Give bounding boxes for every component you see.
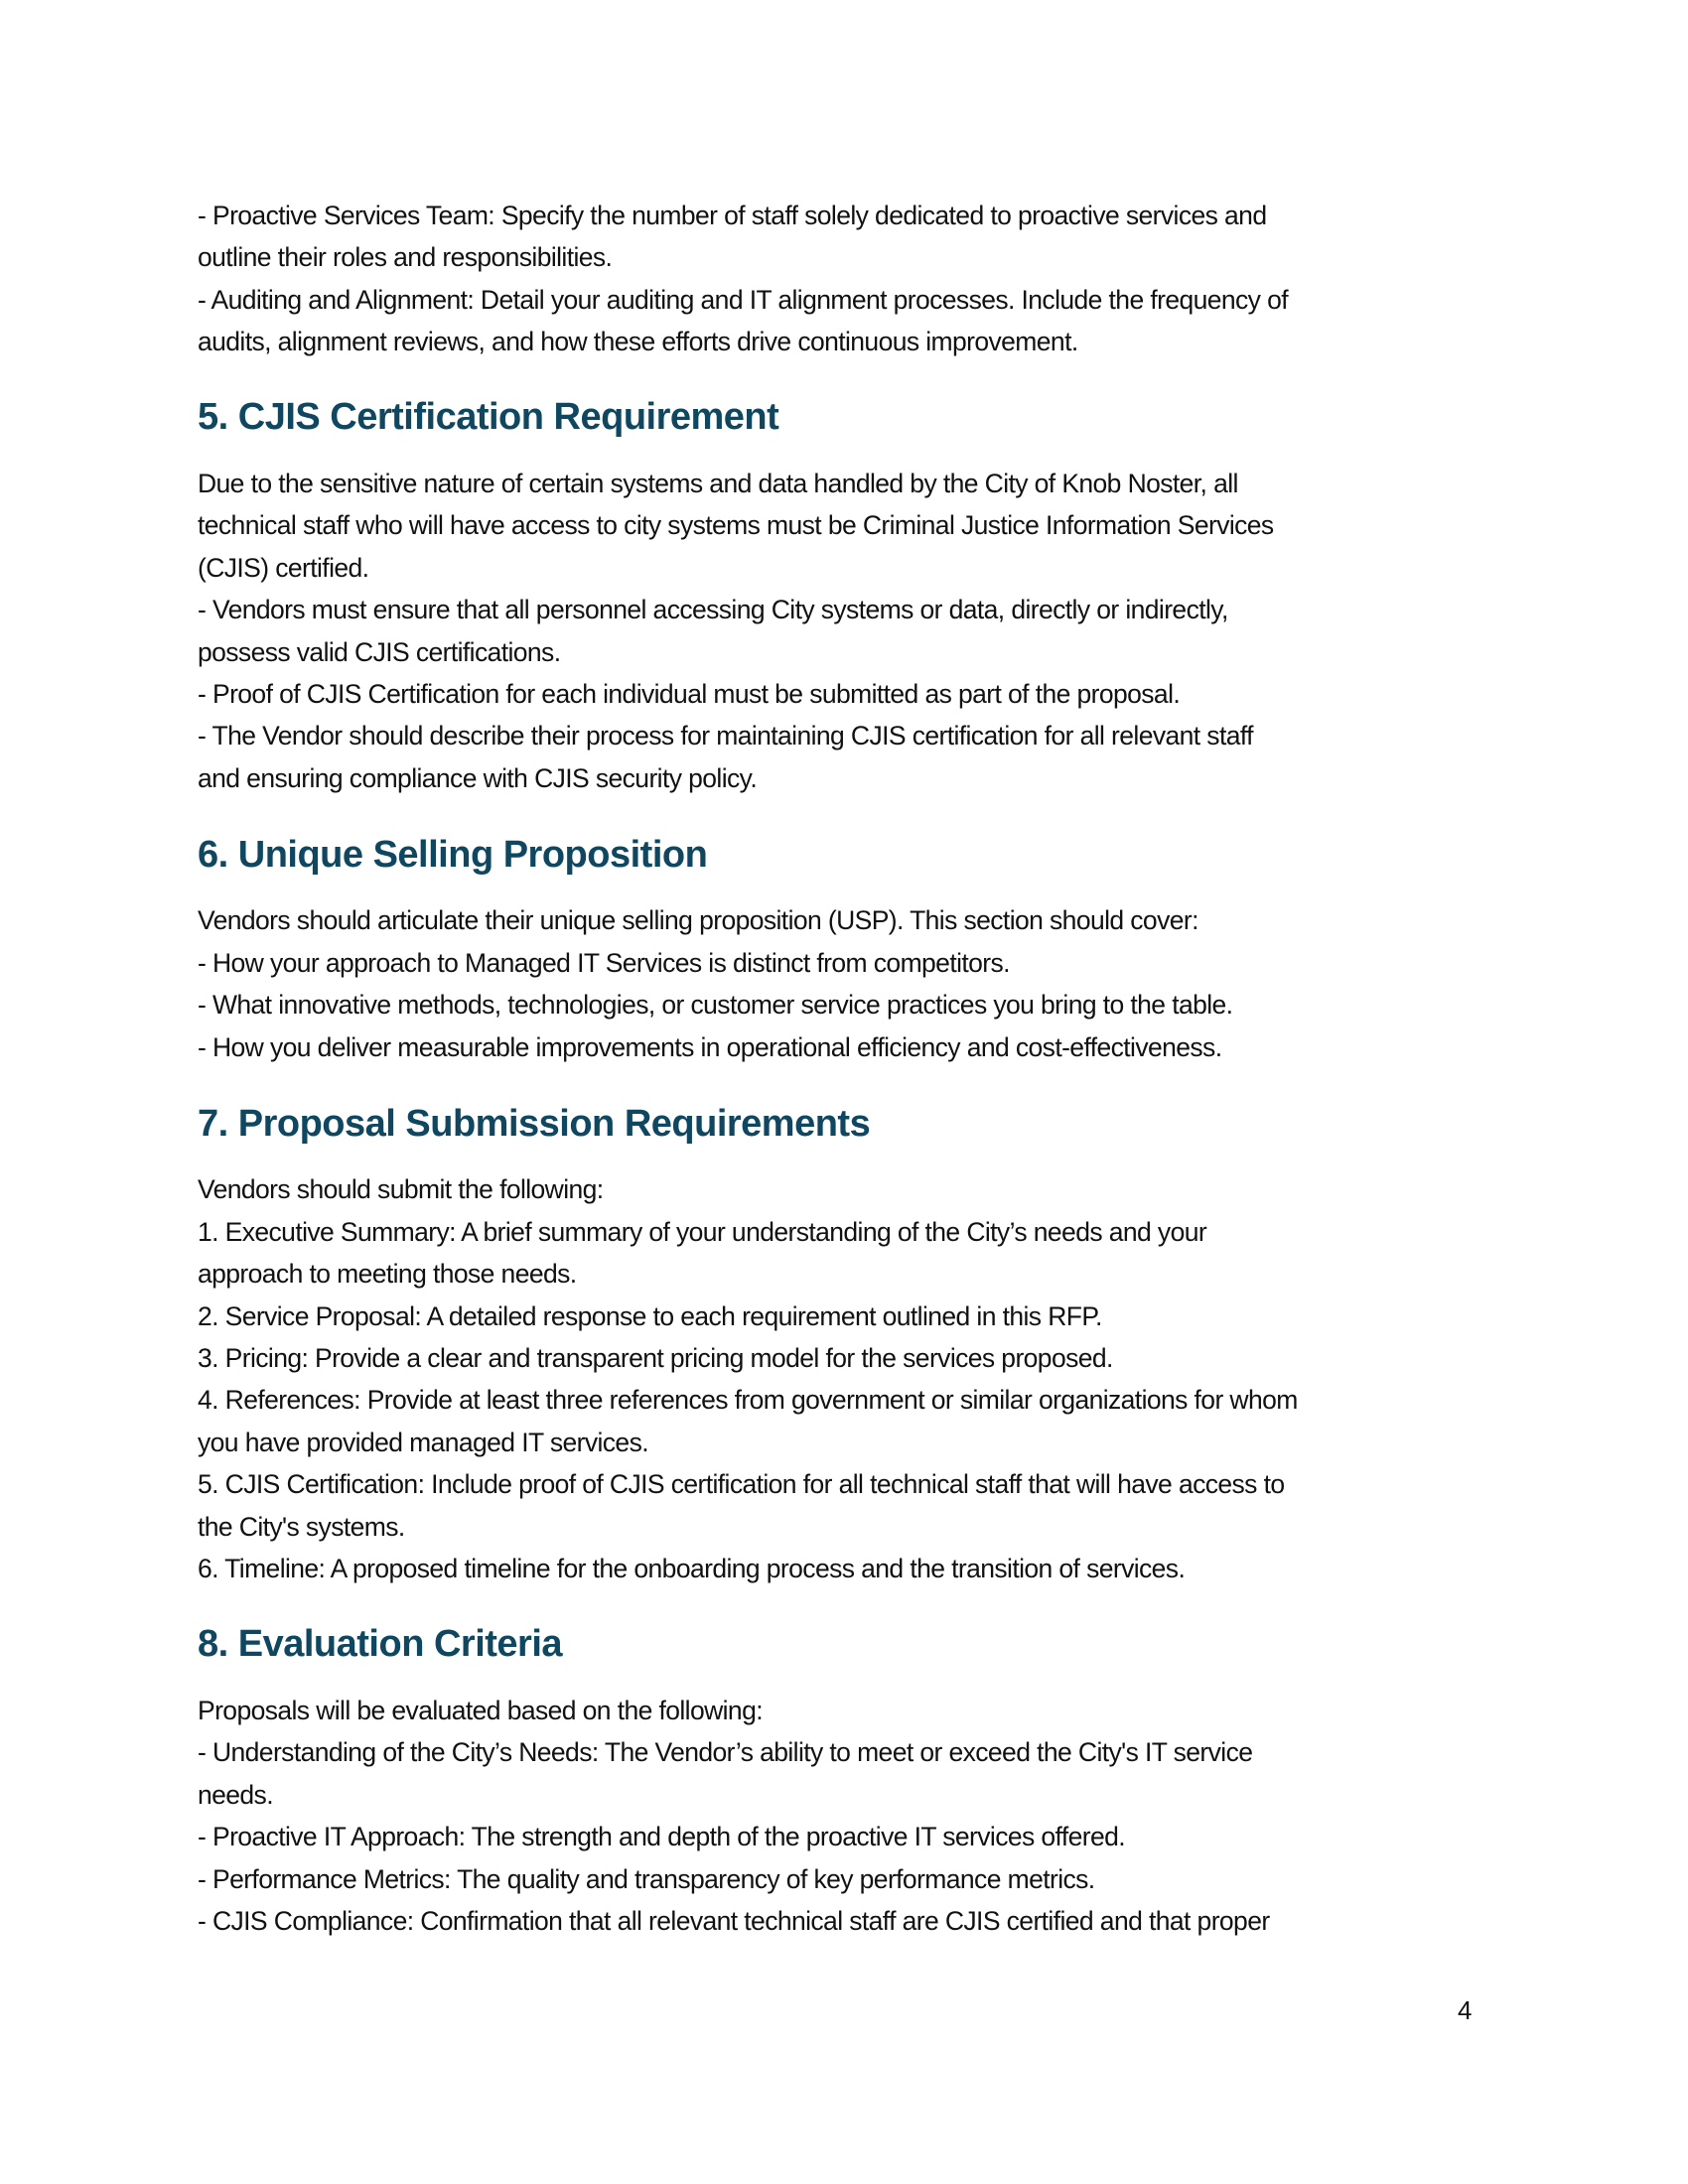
body-line: - The Vendor should describe their process for maintaining CJIS certification for all relevant staff bbox=[198, 721, 1253, 751]
body-line: - Proactive Services Team: Specify the number of staff solely dedicated to proactive services and bbox=[198, 201, 1267, 230]
page-number: 4 bbox=[1458, 1995, 1473, 2025]
section-heading-submission: 7. Proposal Submission Requirements bbox=[198, 1103, 871, 1145]
body-line: - How you deliver measurable improvements in operational efficiency and cost-effectiveness. bbox=[198, 1032, 1222, 1062]
body-line: 3. Pricing: Provide a clear and transparent pricing model for the services proposed. bbox=[198, 1343, 1113, 1373]
section-heading-usp: 6. Unique Selling Proposition bbox=[198, 834, 708, 876]
body-line: possess valid CJIS certifications. bbox=[198, 637, 561, 667]
body-line: technical staff who will have access to city systems must be Criminal Justice Information Services bbox=[198, 510, 1274, 540]
body-line: and ensuring compliance with CJIS security policy. bbox=[198, 763, 758, 793]
body-line: needs. bbox=[198, 1780, 273, 1810]
body-line: outline their roles and responsibilities. bbox=[198, 242, 613, 272]
body-line: 4. References: Provide at least three references from government or similar organizations for whom bbox=[198, 1385, 1298, 1415]
body-line: 5. CJIS Certification: Include proof of CJIS certification for all technical staff that will have access to bbox=[198, 1469, 1285, 1499]
body-line: 1. Executive Summary: A brief summary of your understanding of the City’s needs and your bbox=[198, 1217, 1207, 1247]
body-line: - Understanding of the City’s Needs: The Vendor’s ability to meet or exceed the City's IT service bbox=[198, 1737, 1253, 1767]
body-line: - Vendors must ensure that all personnel accessing City systems or data, directly or indirectly, bbox=[198, 595, 1228, 624]
body-line: the City's systems. bbox=[198, 1512, 405, 1542]
body-line: Due to the sensitive nature of certain systems and data handled by the City of Knob Noster, all bbox=[198, 469, 1238, 498]
body-line: 2. Service Proposal: A detailed response to each requirement outlined in this RFP. bbox=[198, 1301, 1102, 1331]
body-line: Proposals will be evaluated based on the following: bbox=[198, 1696, 763, 1725]
section-heading-cjis: 5. CJIS Certification Requirement bbox=[198, 396, 779, 438]
body-line: 6. Timeline: A proposed timeline for the onboarding process and the transition of services. bbox=[198, 1554, 1186, 1583]
body-line: - Proactive IT Approach: The strength and depth of the proactive IT services offered. bbox=[198, 1822, 1125, 1851]
body-line: - Performance Metrics: The quality and transparency of key performance metrics. bbox=[198, 1864, 1095, 1894]
body-line: Vendors should submit the following: bbox=[198, 1174, 604, 1204]
body-line: audits, alignment reviews, and how these efforts drive continuous improvement. bbox=[198, 327, 1078, 356]
body-line: approach to meeting those needs. bbox=[198, 1259, 577, 1289]
body-line: (CJIS) certified. bbox=[198, 553, 369, 583]
body-line: - Proof of CJIS Certification for each individual must be submitted as part of the proposal. bbox=[198, 679, 1181, 709]
body-line: - How your approach to Managed IT Services is distinct from competitors. bbox=[198, 948, 1010, 978]
body-line: - CJIS Compliance: Confirmation that all relevant technical staff are CJIS certified and that proper bbox=[198, 1906, 1270, 1936]
section-heading-evaluation: 8. Evaluation Criteria bbox=[198, 1623, 563, 1665]
body-line: you have provided managed IT services. bbox=[198, 1428, 648, 1457]
body-line: - Auditing and Alignment: Detail your auditing and IT alignment processes. Include the frequency of bbox=[198, 285, 1288, 315]
body-line: - What innovative methods, technologies, or customer service practices you bring to the table. bbox=[198, 990, 1233, 1020]
body-line: Vendors should articulate their unique selling proposition (USP). This section should cover: bbox=[198, 905, 1198, 935]
